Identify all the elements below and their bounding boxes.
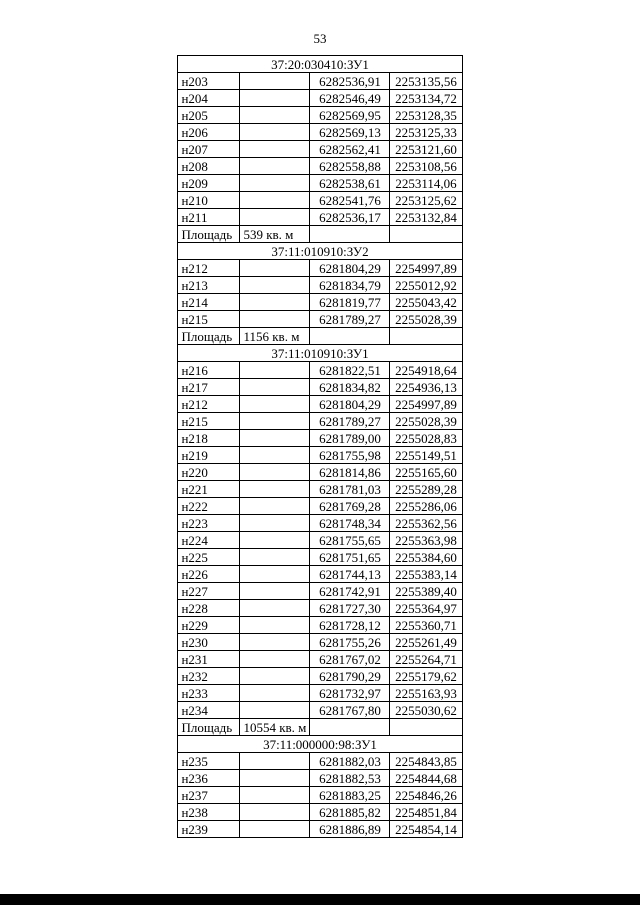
point-row: [178, 209, 462, 226]
coordinate-x: 6282569,13: [310, 124, 390, 141]
empty-cell: [240, 821, 310, 838]
coordinate-x: 6281755,98: [310, 447, 390, 464]
point-name: н221: [178, 481, 240, 498]
empty-cell: [240, 124, 310, 141]
point-row: [178, 107, 462, 124]
coordinate-y: 2254843,85: [390, 753, 462, 770]
empty-cell: [390, 719, 462, 736]
point-name: н203: [178, 73, 240, 90]
area-value: 1156 кв. м: [240, 328, 310, 345]
page-number: 53: [313, 31, 327, 46]
point-row: [178, 583, 462, 600]
point-name: н213: [178, 277, 240, 294]
coordinate-y: 2253128,35: [390, 107, 462, 124]
point-name: н204: [178, 90, 240, 107]
point-row: [178, 260, 462, 277]
coordinate-x: 6281819,77: [310, 294, 390, 311]
coordinate-y: 2253134,72: [390, 90, 462, 107]
point-row: [178, 311, 462, 328]
coordinate-y: 2254854,14: [390, 821, 462, 838]
coordinate-y: 2255360,71: [390, 617, 462, 634]
empty-cell: [240, 158, 310, 175]
coordinate-x: 6281804,29: [310, 396, 390, 413]
point-name: н227: [178, 583, 240, 600]
empty-cell: [240, 685, 310, 702]
empty-cell: [240, 634, 310, 651]
coordinate-x: 6282536,17: [310, 209, 390, 226]
empty-cell: [240, 447, 310, 464]
area-value: 10554 кв. м: [240, 719, 310, 736]
coordinate-x: 6281748,34: [310, 515, 390, 532]
point-row: [178, 617, 462, 634]
coordinate-x: 6281732,97: [310, 685, 390, 702]
coordinate-x: 6281755,65: [310, 532, 390, 549]
coordinate-y: 2253121,60: [390, 141, 462, 158]
point-row: [178, 549, 462, 566]
coordinate-y: 2254936,13: [390, 379, 462, 396]
empty-cell: [310, 719, 390, 736]
empty-cell: [240, 209, 310, 226]
point-name: н207: [178, 141, 240, 158]
point-name: н209: [178, 175, 240, 192]
coordinate-x: 6281781,03: [310, 481, 390, 498]
coordinate-x: 6282536,91: [310, 73, 390, 90]
section-title: 37:11:010910:ЗУ2: [178, 243, 462, 260]
coordinate-x: 6281814,86: [310, 464, 390, 481]
empty-cell: [240, 413, 310, 430]
point-name: н212: [178, 260, 240, 277]
empty-cell: [240, 464, 310, 481]
area-label: Площадь: [178, 328, 240, 345]
point-row: [178, 804, 462, 821]
empty-cell: [240, 396, 310, 413]
point-row: [178, 175, 462, 192]
area-row: [178, 226, 462, 243]
empty-cell: [310, 226, 390, 243]
area-label: Площадь: [178, 226, 240, 243]
point-row: [178, 668, 462, 685]
point-row: [178, 566, 462, 583]
empty-cell: [240, 600, 310, 617]
empty-cell: [240, 549, 310, 566]
empty-cell: [240, 379, 310, 396]
point-name: н205: [178, 107, 240, 124]
coordinate-x: 6281727,30: [310, 600, 390, 617]
coordinate-x: 6281767,80: [310, 702, 390, 719]
coordinate-y: 2255012,92: [390, 277, 462, 294]
coordinate-x: 6281789,00: [310, 430, 390, 447]
coordinate-y: 2255363,98: [390, 532, 462, 549]
coordinate-x: 6281834,82: [310, 379, 390, 396]
empty-cell: [240, 294, 310, 311]
coordinate-x: 6282558,88: [310, 158, 390, 175]
empty-cell: [390, 328, 462, 345]
point-name: н211: [178, 209, 240, 226]
coordinate-x: 6281789,27: [310, 311, 390, 328]
coordinate-x: 6281789,27: [310, 413, 390, 430]
point-name: н220: [178, 464, 240, 481]
coordinate-y: 2255389,40: [390, 583, 462, 600]
empty-cell: [240, 73, 310, 90]
coordinate-y: 2254844,68: [390, 770, 462, 787]
point-row: [178, 124, 462, 141]
point-row: [178, 90, 462, 107]
coordinate-y: 2255163,93: [390, 685, 462, 702]
coordinate-y: 2255364,97: [390, 600, 462, 617]
coordinate-x: 6281886,89: [310, 821, 390, 838]
point-name: н214: [178, 294, 240, 311]
section-header-row: [178, 56, 462, 73]
point-row: [178, 702, 462, 719]
coordinate-y: 2255384,60: [390, 549, 462, 566]
point-row: [178, 600, 462, 617]
coordinate-x: 6282569,95: [310, 107, 390, 124]
area-row: [178, 719, 462, 736]
point-row: [178, 481, 462, 498]
coordinate-x: 6281882,03: [310, 753, 390, 770]
point-row: [178, 141, 462, 158]
coordinate-y: 2253135,56: [390, 73, 462, 90]
coordinate-x: 6281742,91: [310, 583, 390, 600]
point-row: [178, 787, 462, 804]
coordinate-y: 2255165,60: [390, 464, 462, 481]
coordinate-x: 6281883,25: [310, 787, 390, 804]
empty-cell: [240, 787, 310, 804]
empty-cell: [240, 498, 310, 515]
point-name: н232: [178, 668, 240, 685]
point-name: н235: [178, 753, 240, 770]
section-header-row: [178, 736, 462, 753]
coordinate-y: 2254851,84: [390, 804, 462, 821]
coordinate-x: 6281769,28: [310, 498, 390, 515]
coordinate-x: 6281834,79: [310, 277, 390, 294]
empty-cell: [240, 481, 310, 498]
empty-cell: [240, 651, 310, 668]
empty-cell: [240, 362, 310, 379]
point-row: [178, 396, 462, 413]
coordinate-y: 2254846,26: [390, 787, 462, 804]
coordinate-x: 6281885,82: [310, 804, 390, 821]
point-row: [178, 447, 462, 464]
point-row: [178, 498, 462, 515]
point-name: н223: [178, 515, 240, 532]
point-row: [178, 821, 462, 838]
empty-cell: [240, 532, 310, 549]
coordinate-y: 2253132,84: [390, 209, 462, 226]
point-name: н230: [178, 634, 240, 651]
point-name: н222: [178, 498, 240, 515]
coordinate-y: 2254918,64: [390, 362, 462, 379]
section-title: 37:11:010910:ЗУ1: [178, 345, 462, 362]
point-name: н219: [178, 447, 240, 464]
section-header-row: [178, 345, 462, 362]
coordinate-y: 2255261,49: [390, 634, 462, 651]
point-row: [178, 651, 462, 668]
coordinate-y: 2255028,83: [390, 430, 462, 447]
empty-cell: [310, 328, 390, 345]
point-row: [178, 362, 462, 379]
empty-cell: [240, 583, 310, 600]
coordinate-y: 2254997,89: [390, 396, 462, 413]
point-row: [178, 379, 462, 396]
point-name: н215: [178, 311, 240, 328]
point-row: [178, 277, 462, 294]
empty-cell: [240, 617, 310, 634]
point-name: н238: [178, 804, 240, 821]
point-name: н228: [178, 600, 240, 617]
empty-cell: [240, 804, 310, 821]
point-name: н216: [178, 362, 240, 379]
coordinate-y: 2255286,06: [390, 498, 462, 515]
coordinate-y: 2253108,56: [390, 158, 462, 175]
point-name: н239: [178, 821, 240, 838]
empty-cell: [240, 260, 310, 277]
point-name: н226: [178, 566, 240, 583]
point-row: [178, 294, 462, 311]
coordinate-y: 2255362,56: [390, 515, 462, 532]
point-row: [178, 685, 462, 702]
area-row: [178, 328, 462, 345]
section-title: 37:11:000000:98:ЗУ1: [178, 736, 462, 753]
empty-cell: [240, 430, 310, 447]
coordinate-y: 2255289,28: [390, 481, 462, 498]
coordinate-x: 6281767,02: [310, 651, 390, 668]
point-name: н208: [178, 158, 240, 175]
coordinate-y: 2255149,51: [390, 447, 462, 464]
coordinate-x: 6281755,26: [310, 634, 390, 651]
coordinate-x: 6281804,29: [310, 260, 390, 277]
point-row: [178, 430, 462, 447]
point-row: [178, 634, 462, 651]
empty-cell: [240, 515, 310, 532]
coordinate-y: 2255383,14: [390, 566, 462, 583]
point-name: н231: [178, 651, 240, 668]
point-row: [178, 73, 462, 90]
section-header-row: [178, 243, 462, 260]
point-name: н236: [178, 770, 240, 787]
point-name: н224: [178, 532, 240, 549]
point-name: н225: [178, 549, 240, 566]
coordinate-y: 2255028,39: [390, 311, 462, 328]
point-row: [178, 532, 462, 549]
empty-cell: [240, 277, 310, 294]
empty-cell: [240, 175, 310, 192]
point-name: н237: [178, 787, 240, 804]
point-name: н210: [178, 192, 240, 209]
coordinate-y: 2254997,89: [390, 260, 462, 277]
coordinates-table: [177, 55, 462, 838]
coordinate-x: 6282541,76: [310, 192, 390, 209]
empty-cell: [240, 753, 310, 770]
point-name: н233: [178, 685, 240, 702]
coordinate-x: 6282562,41: [310, 141, 390, 158]
coordinate-y: 2253114,06: [390, 175, 462, 192]
coordinate-x: 6281882,53: [310, 770, 390, 787]
empty-cell: [240, 770, 310, 787]
point-name: н206: [178, 124, 240, 141]
coordinate-x: 6281790,29: [310, 668, 390, 685]
coordinate-y: 2255030,62: [390, 702, 462, 719]
empty-cell: [390, 226, 462, 243]
empty-cell: [240, 566, 310, 583]
point-row: [178, 158, 462, 175]
coordinate-y: 2255264,71: [390, 651, 462, 668]
empty-cell: [240, 668, 310, 685]
empty-cell: [240, 141, 310, 158]
point-row: [178, 192, 462, 209]
point-name: н229: [178, 617, 240, 634]
point-row: [178, 413, 462, 430]
point-row: [178, 515, 462, 532]
scan-artifact-bar: [0, 894, 640, 905]
empty-cell: [240, 90, 310, 107]
point-row: [178, 770, 462, 787]
empty-cell: [240, 107, 310, 124]
coordinate-y: 2253125,62: [390, 192, 462, 209]
point-name: н217: [178, 379, 240, 396]
coordinate-x: 6281728,12: [310, 617, 390, 634]
point-row: [178, 464, 462, 481]
coordinate-y: 2253125,33: [390, 124, 462, 141]
empty-cell: [240, 192, 310, 209]
coordinate-x: 6281744,13: [310, 566, 390, 583]
point-name: н212: [178, 396, 240, 413]
section-title: 37:20:030410:ЗУ1: [178, 56, 462, 73]
point-name: н234: [178, 702, 240, 719]
coordinate-x: 6281751,65: [310, 549, 390, 566]
coordinate-x: 6281822,51: [310, 362, 390, 379]
point-name: н215: [178, 413, 240, 430]
area-label: Площадь: [178, 719, 240, 736]
coordinate-y: 2255043,42: [390, 294, 462, 311]
coordinate-x: 6282538,61: [310, 175, 390, 192]
empty-cell: [240, 702, 310, 719]
point-name: н218: [178, 430, 240, 447]
coordinate-y: 2255028,39: [390, 413, 462, 430]
area-value: 539 кв. м: [240, 226, 310, 243]
point-row: [178, 753, 462, 770]
coordinate-y: 2255179,62: [390, 668, 462, 685]
empty-cell: [240, 311, 310, 328]
coordinate-x: 6282546,49: [310, 90, 390, 107]
